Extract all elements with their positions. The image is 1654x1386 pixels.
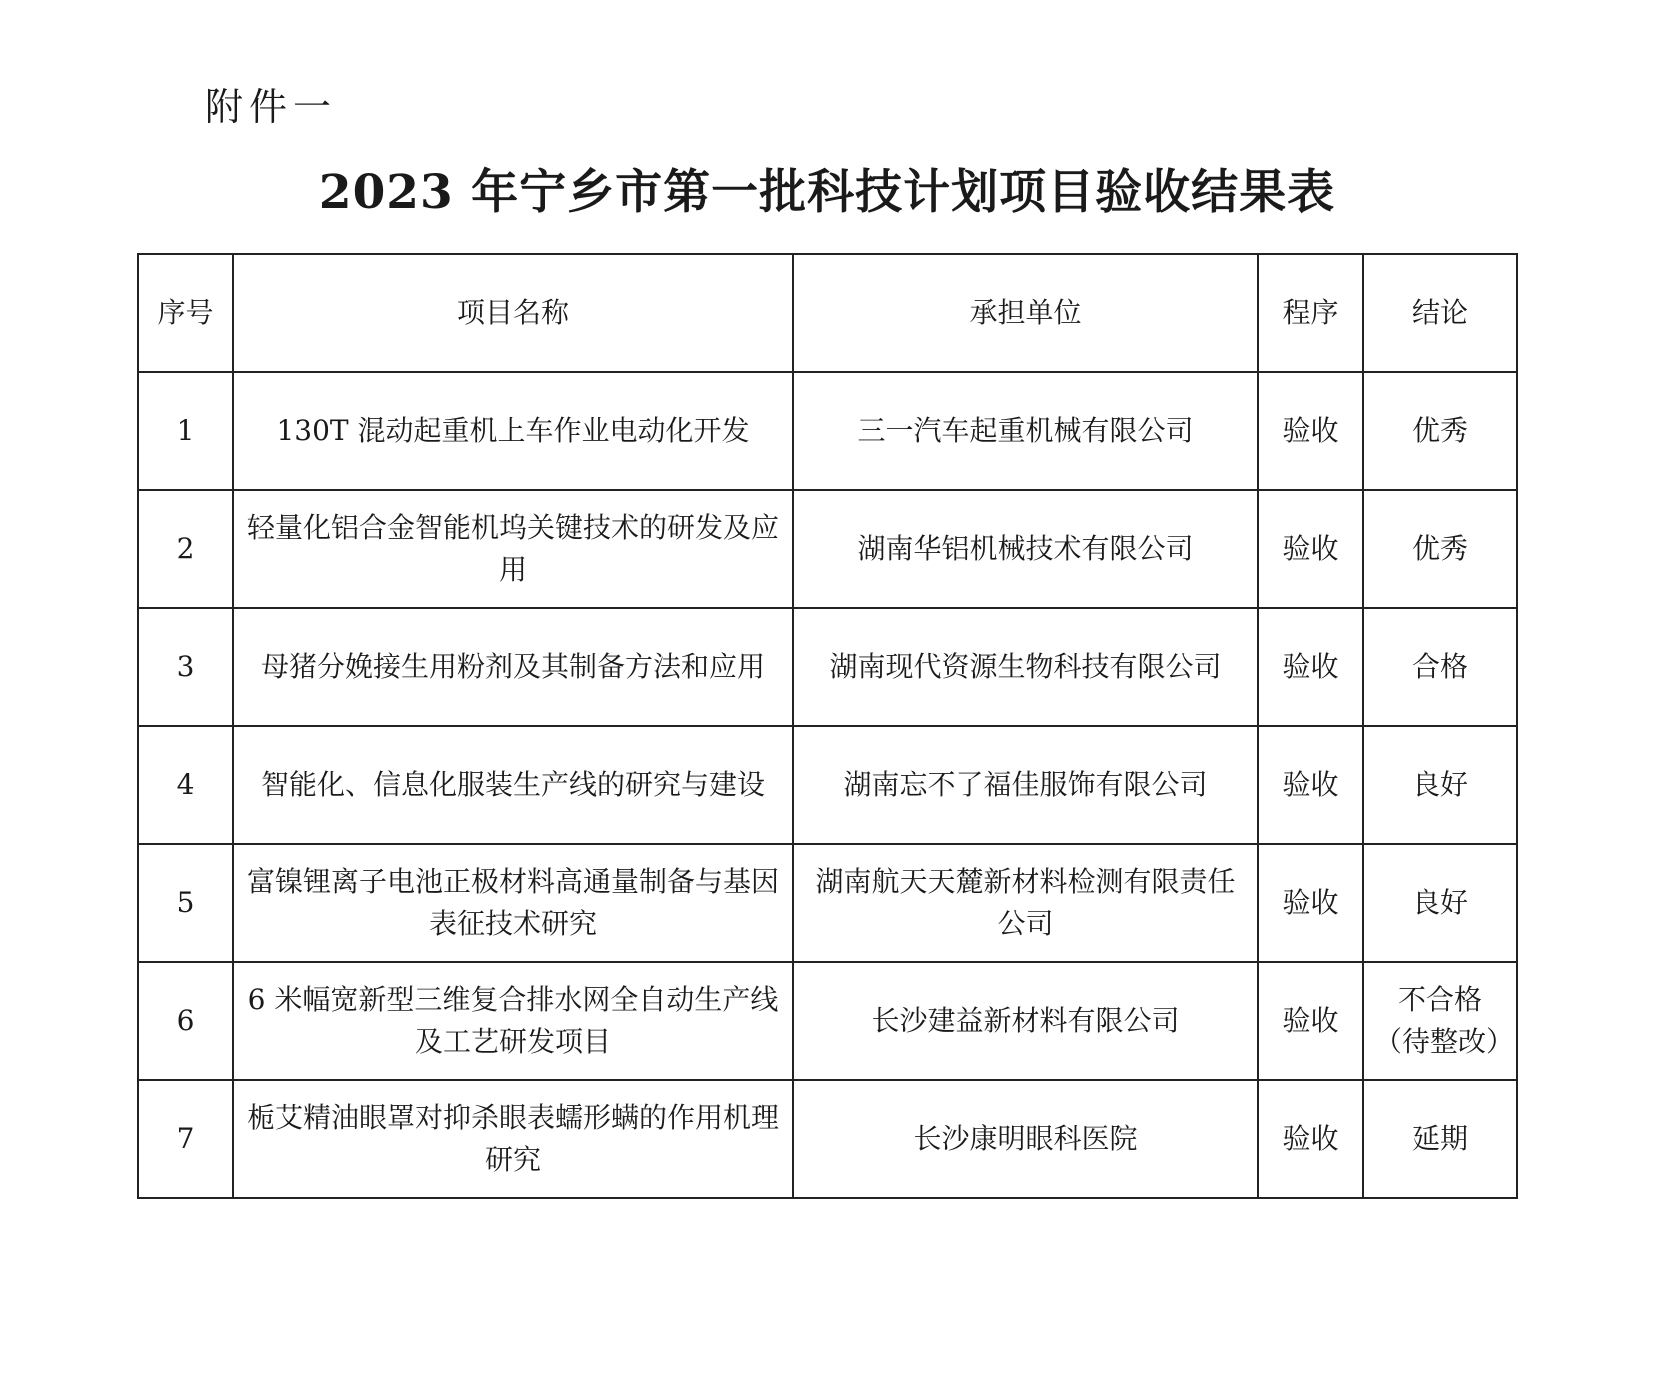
cell-index: 1: [138, 372, 233, 490]
cell-project-name: 母猪分娩接生用粉剂及其制备方法和应用: [233, 608, 793, 726]
cell-result: 良好: [1363, 726, 1517, 844]
table-row: [138, 608, 1517, 726]
cell-unit: 长沙建益新材料有限公司: [793, 962, 1258, 1080]
cell-unit: 长沙康明眼科医院: [793, 1080, 1258, 1198]
header-unit: 承担单位: [793, 254, 1258, 372]
cell-result: 优秀: [1363, 372, 1517, 490]
cell-project-name: 130T 混动起重机上车作业电动化开发: [233, 372, 793, 490]
cell-procedure: 验收: [1258, 962, 1363, 1080]
cell-procedure: 验收: [1258, 490, 1363, 608]
cell-result: 延期: [1363, 1080, 1517, 1198]
header-procedure: 程序: [1258, 254, 1363, 372]
cell-procedure: 验收: [1258, 608, 1363, 726]
cell-procedure: 验收: [1258, 726, 1363, 844]
document-title: 2023 年宁乡市第一批科技计划项目验收结果表: [318, 165, 1336, 220]
cell-result: 合格: [1363, 608, 1517, 726]
cell-index: 3: [138, 608, 233, 726]
table-row: [138, 726, 1517, 844]
header-result: 结论: [1363, 254, 1517, 372]
table-row: [138, 372, 1517, 490]
cell-project-name: 栀艾精油眼罩对抑杀眼表蠕形螨的作用机理研究: [233, 1080, 793, 1198]
cell-procedure: 验收: [1258, 1080, 1363, 1198]
attachment-label: 附件一: [205, 85, 338, 129]
table-header-row: [138, 254, 1517, 372]
cell-unit: 湖南忘不了福佳服饰有限公司: [793, 726, 1258, 844]
cell-project-name: 6 米幅宽新型三维复合排水网全自动生产线及工艺研发项目: [233, 962, 793, 1080]
cell-project-name: 智能化、信息化服装生产线的研究与建设: [233, 726, 793, 844]
cell-unit: 湖南航天天麓新材料检测有限责任公司: [793, 844, 1258, 962]
header-index: 序号: [138, 254, 233, 372]
cell-result: 不合格（待整改）: [1363, 962, 1517, 1080]
cell-index: 5: [138, 844, 233, 962]
cell-index: 6: [138, 962, 233, 1080]
table-row: [138, 490, 1517, 608]
cell-project-name: 轻量化铝合金智能机坞关键技术的研发及应用: [233, 490, 793, 608]
header-project-name: 项目名称: [233, 254, 793, 372]
cell-index: 4: [138, 726, 233, 844]
cell-result: 优秀: [1363, 490, 1517, 608]
cell-procedure: 验收: [1258, 844, 1363, 962]
cell-index: 7: [138, 1080, 233, 1198]
cell-index: 2: [138, 490, 233, 608]
cell-procedure: 验收: [1258, 372, 1363, 490]
table-row: [138, 1080, 1517, 1198]
cell-unit: 湖南现代资源生物科技有限公司: [793, 608, 1258, 726]
table-row: [138, 962, 1517, 1080]
cell-project-name: 富镍锂离子电池正极材料高通量制备与基因表征技术研究: [233, 844, 793, 962]
cell-unit: 湖南华铝机械技术有限公司: [793, 490, 1258, 608]
table-row: [138, 844, 1517, 962]
cell-unit: 三一汽车起重机械有限公司: [793, 372, 1258, 490]
cell-result: 良好: [1363, 844, 1517, 962]
results-table: [137, 253, 1518, 1199]
